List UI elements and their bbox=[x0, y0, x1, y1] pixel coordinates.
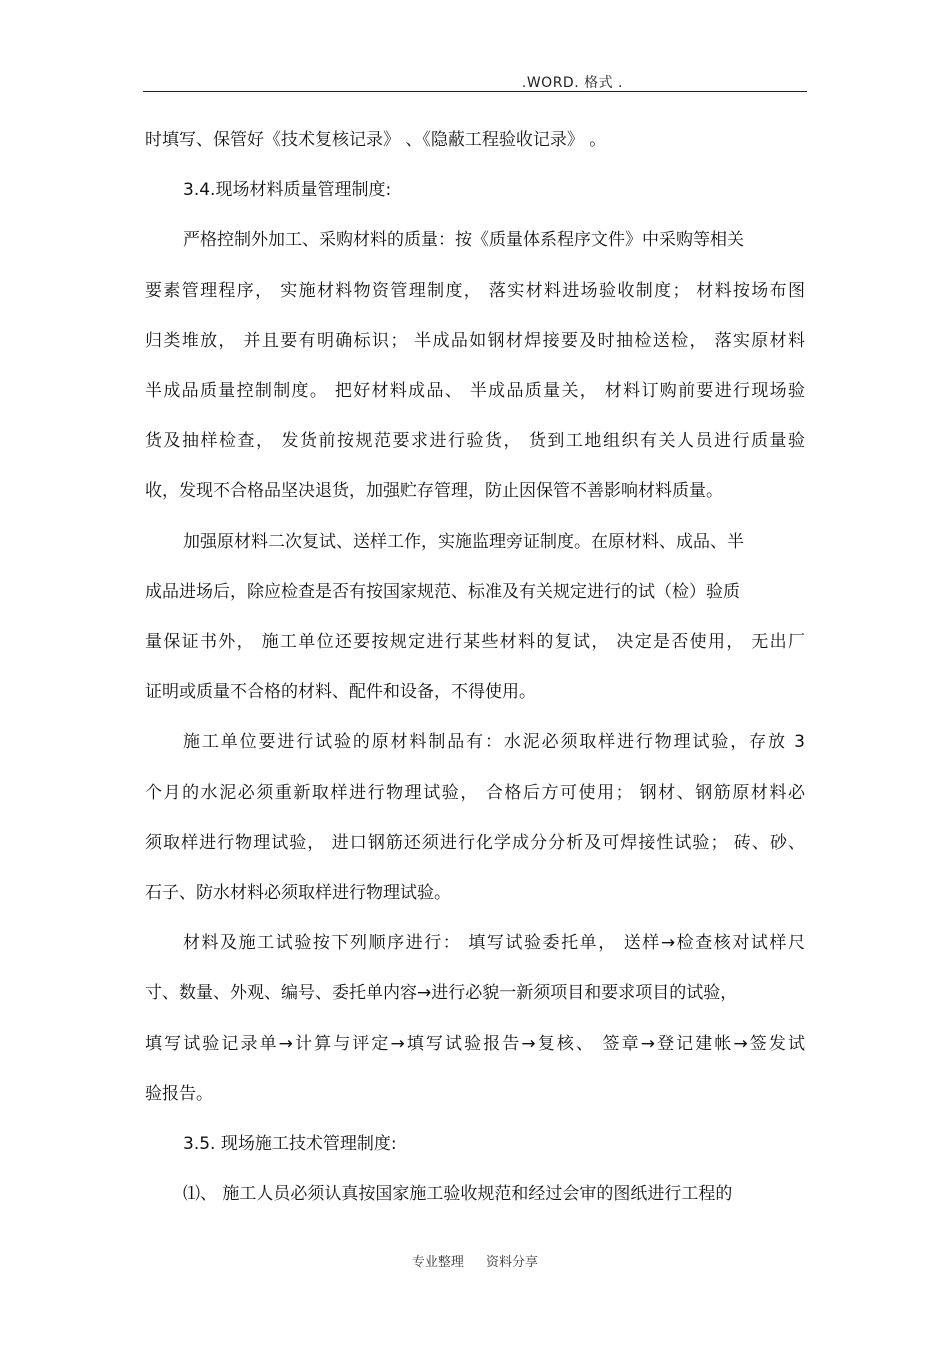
header-text: .WORD. 格式 . bbox=[521, 75, 623, 91]
text-line: 验报告。 bbox=[145, 1083, 213, 1104]
text-line: 货及抽样检查， 发货前按规范要求进行验货， 货到工地组织有关人员进行质量验 bbox=[145, 431, 805, 452]
text-line: 石子、防水材料必须取样进行物理试验。 bbox=[145, 883, 451, 903]
text-line: 寸、数量、外观、编号、委托单内容→进行必貌一新须项目和要求项目的试验， bbox=[145, 983, 738, 1004]
text-line: 要素管理程序， 实施材料物资管理制度， 落实材料进场验收制度； 材料按场布图 bbox=[145, 280, 805, 301]
text-line: 半成品质量控制制度。 把好材料成品、 半成品质量关， 材料订购前要进行现场验 bbox=[145, 381, 805, 401]
text-line: 3.4.现场材料质量管理制度: bbox=[183, 180, 392, 201]
text-line: 须取样进行物理试验， 进口钢筋还须进行化学成分分析及可焊接性试验； 砖、砂、 bbox=[145, 832, 805, 853]
text-line: 施工单位要进行试验的原材料制品有：水泥必须取样进行物理试验，存放 3 bbox=[183, 732, 805, 753]
page-footer: 专业整理 资料分享 bbox=[411, 1255, 539, 1270]
text-line: ⑴、 施工人员必须认真按国家施工验收规范和经过会审的图纸进行工程的 bbox=[183, 1184, 733, 1205]
text-line: 归类堆放， 并且要有明确标识； 半成品如钢材焊接要及时抽检送检， 落实原材料 bbox=[145, 330, 805, 351]
text-line: 个月的水泥必须重新取样进行物理试验， 合格后方可使用； 钢材、钢筋原材料必 bbox=[145, 782, 805, 803]
text-line: 量保证书外， 施工单位还要按规定进行某些材料的复试， 决定是否使用， 无出厂 bbox=[145, 632, 805, 652]
text-line: 成品进场后，除应检查是否有按国家规范、标准及有关规定进行的试（检）验质 bbox=[145, 581, 740, 602]
text-line: 加强原材料二次复试、送样工作，实施监理旁证制度。在原材料、成品、半 bbox=[183, 531, 744, 552]
text-line: 收，发现不合格品坚决退货，加强贮存管理，防止因保管不善影响材料质量。 bbox=[145, 481, 723, 502]
text-line: 填写试验记录单→计算与评定→填写试验报告→复核、 签章→登记建帐→签发试 bbox=[145, 1033, 805, 1054]
text-line: 时填写、保管好《技术复核记录》 、《隐蔽工程验收记录》 。 bbox=[145, 130, 607, 150]
header-rule bbox=[143, 91, 807, 92]
text-line: 严格控制外加工、采购材料的质量：按《质量体系程序文件》中采购等相关 bbox=[183, 230, 744, 251]
text-line: 材料及施工试验按下列顺序进行： 填写试验委托单， 送样→检查核对试样尺 bbox=[183, 933, 805, 954]
text-line: 3.5. 现场施工技术管理制度: bbox=[183, 1134, 397, 1154]
text-line: 证明或质量不合格的材料、配件和设备，不得使用。 bbox=[145, 682, 536, 703]
